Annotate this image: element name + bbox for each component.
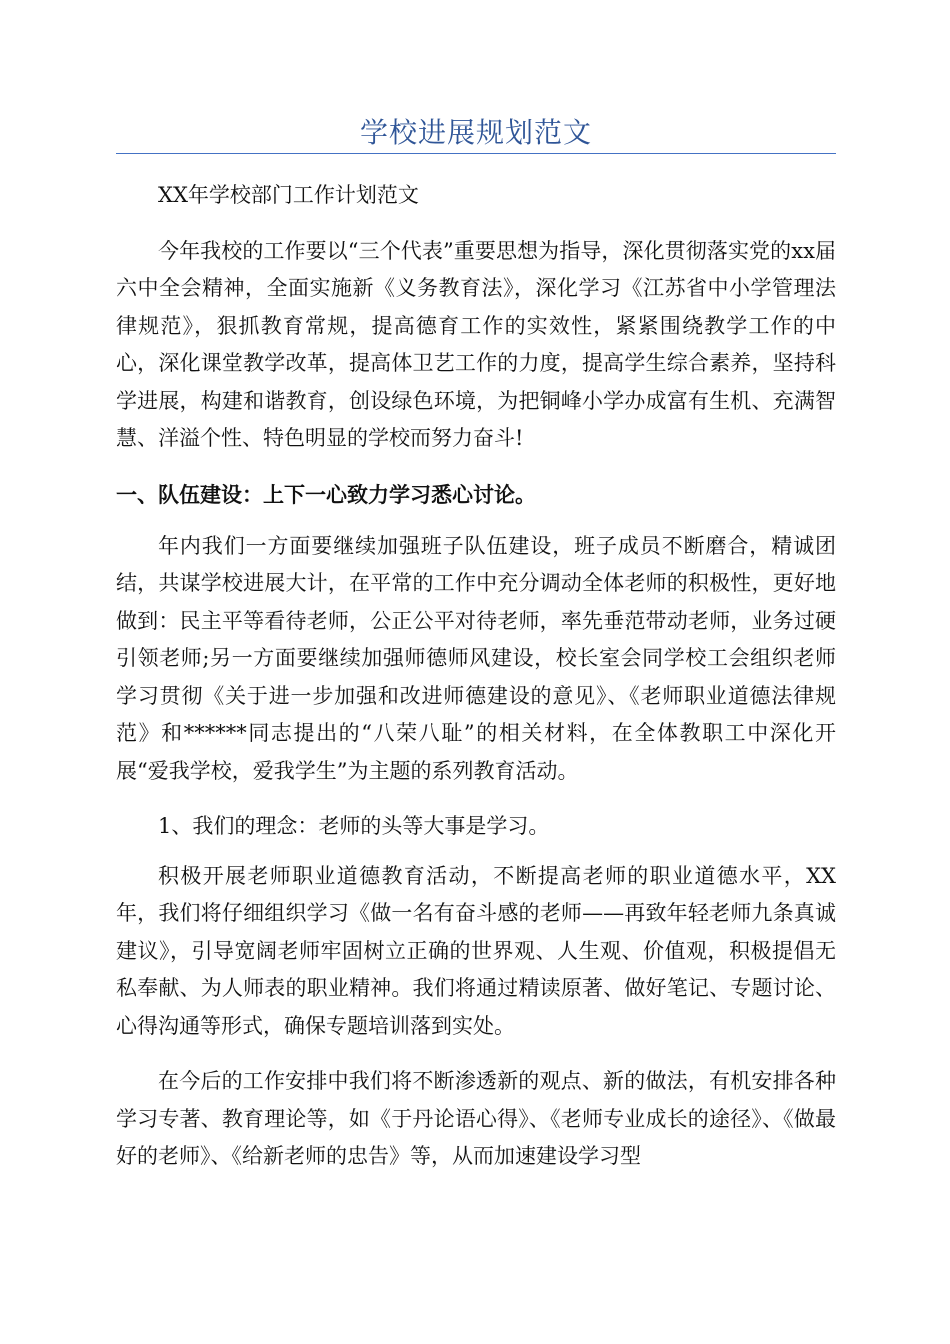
document-title: 学校进展规划范文 <box>359 116 592 149</box>
title-underline <box>116 153 836 154</box>
paragraph: 今年我校的工作要以“三个代表”重要思想为指导，深化贯彻落实党的xx届六中全会精神，全面实施新《义务教育法》，深化学习《江苏省中小学管理法律规范》，狠抓教育常规，提高德育工作的实效性，紧紧围绕教学工作的中心，深化课堂教学改革，提高体卫艺工作的力度，提高学生综合素养，坚持科学进展，构建和谐教育，创设绿色环境，为把铜峰小学办成富有生机、充满智慧、洋溢个性、特色明显的学校而努力奋斗! <box>116 238 836 450</box>
sub-heading: 1、我们的理念：老师的头等大事是学习。 <box>158 814 550 838</box>
paragraph: 在今后的工作安排中我们将不断渗透新的观点、新的做法，有机安排各种学习专著、教育理论等，如《于丹论语心得》、《老师专业成长的途径》、《做最好的老师》、《给新老师的忠告》等，从而加速建设学习型 <box>116 1069 836 1168</box>
paragraph: 年内我们一方面要继续加强班子队伍建设，班子成员不断磨合，精诚团结，共谋学校进展大计，在平常的工作中充分调动全体老师的积极性，更好地做到：民主平等看待老师，公正公平对待老师，率先垂范带动老师，业务过硬引领老师;另一方面要继续加强师德师风建设，校长室会同学校工会组织老师学习贯彻《关于进一步加强和改进师德建设的意见》、《老师职业道德法律规范》和******同志提出的“八荣八耻”的相关材料，在全体教职工中深化开展“爱我学校，爱我学生”为主题的系列教育活动。 <box>116 533 836 783</box>
document-page <box>116 0 836 1344</box>
section-heading: 一、队伍建设：上下一心致力学习悉心讨论。 <box>116 482 536 507</box>
document-subtitle: XX年学校部门工作计划范文 <box>158 183 419 207</box>
paragraph: 积极开展老师职业道德教育活动，不断提高老师的职业道德水平，XX年，我们将仔细组织学习《做一名有奋斗感的老师——再致年轻老师九条真诚建议》，引导宽阔老师牢固树立正确的世界观、人生观、价值观，积极提倡无私奉献、为人师表的职业精神。我们将通过精读原著、做好笔记、专题讨论、心得沟通等形式，确保专题培训落到实处。 <box>116 863 836 1038</box>
document-body <box>116 177 836 1194</box>
